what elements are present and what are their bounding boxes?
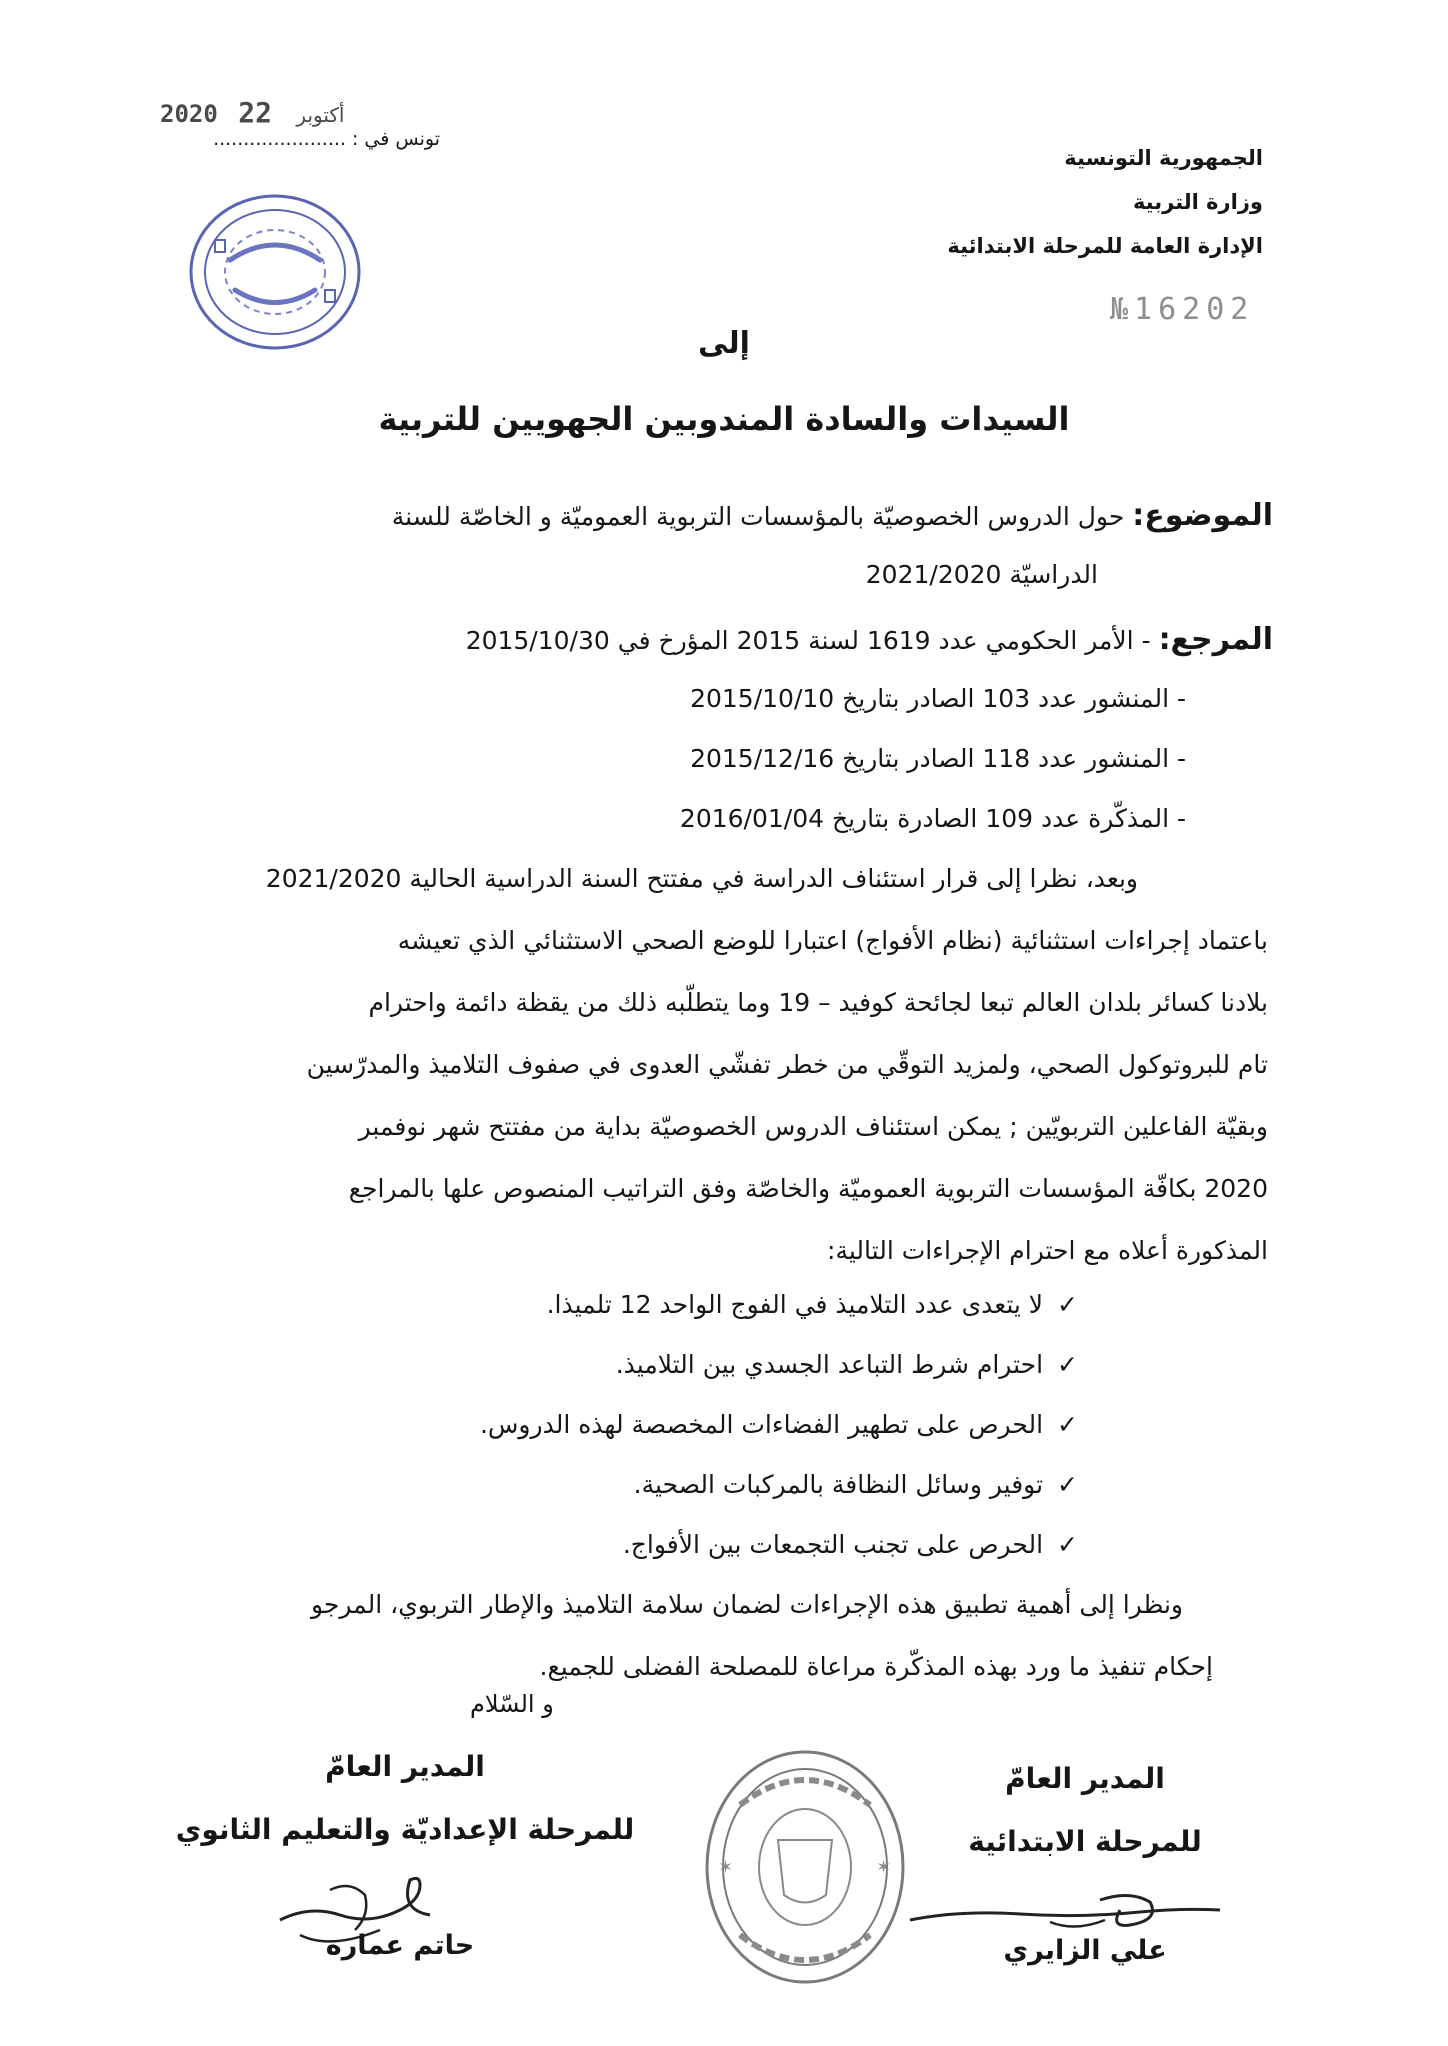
check-icon: ✓ xyxy=(1057,1350,1078,1379)
body-line-2: باعتماد إجراءات استثنائية (نظام الأفواج) اعتبارا للوضع الصحي الاستثنائي الذي تعيشه xyxy=(397,926,1268,955)
reference-item-3: - المنشور عدد 118 الصادر بتاريخ 2015/12/16 xyxy=(690,744,1186,773)
closing-line-2: إحكام تنفيذ ما ورد بهذه المذكّرة مراعاة للمصلحة الفضلى للجميع. xyxy=(539,1652,1213,1681)
salutation: و السّلام xyxy=(470,1690,554,1718)
signature-block-secondary xyxy=(155,1750,655,1846)
reference-line-1 xyxy=(466,622,1273,658)
signature-title: المدير العامّ xyxy=(1005,1762,1165,1795)
measure-item-3: ✓الحرص على تطهير الفضاءات المخصصة لهذه الدروس. xyxy=(479,1410,1078,1439)
signature-name-primary: علي الزايري xyxy=(1003,1935,1167,1966)
svg-text:✶: ✶ xyxy=(876,1857,892,1878)
body-line-3: بلادنا كسائر بلدان العالم تبعا لجائحة كوفيد – 19 وما يتطلّبه ذلك من يقظة دائمة واحترام xyxy=(368,988,1268,1017)
check-icon: ✓ xyxy=(1057,1530,1078,1559)
signature-department: للمرحلة الابتدائية xyxy=(968,1825,1202,1858)
signature-title: المدير العامّ xyxy=(325,1750,485,1783)
date-day: 22 xyxy=(238,96,272,129)
ministry-seal xyxy=(700,1745,910,1990)
subject-line-1 xyxy=(392,498,1273,534)
subject-line-2: الدراسيّة 2021/2020 xyxy=(865,560,1098,589)
subject-label: الموضوع: xyxy=(1132,498,1273,533)
addressee-title: السيدات والسادة المندوبين الجهويين للتربية xyxy=(378,400,1070,438)
measure-item-2: ✓احترام شرط التباعد الجسدي بين التلاميذ. xyxy=(615,1350,1078,1379)
measure-item-1: ✓لا يتعدى عدد التلاميذ في الفوج الواحد 12 تلميذا. xyxy=(546,1290,1078,1319)
body-line-4: تام للبروتوكول الصحي، ولمزيد التوقّي من خطر تفشّي العدوى في صفوف التلاميذ والمدرّسين xyxy=(306,1050,1268,1079)
check-icon: ✓ xyxy=(1057,1470,1078,1499)
org-line-directorate: الإدارة العامة للمرحلة الابتدائية xyxy=(947,234,1263,258)
signature-name-secondary: حاتم عمارة xyxy=(325,1930,475,1961)
reference-item-4: - المذكّرة عدد 109 الصادرة بتاريخ 2016/01/04 xyxy=(679,804,1186,833)
body-line-6: 2020 بكافّة المؤسسات التربوية العموميّة والخاصّة وفق التراتيب المنصوص علها بالمراجع xyxy=(348,1174,1268,1203)
date-stamp xyxy=(160,96,354,129)
signature-block-primary xyxy=(905,1762,1265,1858)
date-month: أكتوبر xyxy=(296,103,345,127)
measure-item-4: ✓توفير وسائل النظافة بالمركبات الصحية. xyxy=(633,1470,1078,1499)
check-icon: ✓ xyxy=(1057,1290,1078,1319)
closing-line-1: ونظرا إلى أهمية تطبيق هذه الإجراءات لضمان سلامة التلاميذ والإطار التربوي، المرجو xyxy=(311,1590,1183,1619)
reference-label: المرجع: xyxy=(1158,622,1273,657)
place-date-line: تونس في : ...................... xyxy=(213,128,440,150)
reference-item-1: - الأمر الحكومي عدد 1619 لسنة 2015 المؤرخ في 2015/10/30 xyxy=(465,626,1151,655)
org-line-republic: الجمهورية التونسية xyxy=(1064,146,1263,170)
recipient-to-label: إلى xyxy=(698,326,750,361)
date-year: 2020 xyxy=(160,100,218,128)
measure-item-5: ✓الحرص على تجنب التجمعات بين الأفواج. xyxy=(622,1530,1078,1559)
org-line-ministry: وزارة التربية xyxy=(1132,190,1263,214)
reference-item-2: - المنشور عدد 103 الصادر بتاريخ 2015/10/10 xyxy=(690,684,1186,713)
signature-department: للمرحلة الإعداديّة والتعليم الثانوي xyxy=(175,1813,635,1846)
body-line-5: وبقيّة الفاعلين التربويّين ; يمكن استئناف الدروس الخصوصيّة بداية من مفتتح شهر نوفمبر xyxy=(358,1112,1268,1141)
reference-number-stamp: №16202 xyxy=(1110,292,1255,327)
body-line-7: المذكورة أعلاه مع احترام الإجراءات التالية: xyxy=(827,1236,1268,1265)
check-icon: ✓ xyxy=(1057,1410,1078,1439)
body-line-1: وبعد، نظرا إلى قرار استئناف الدراسة في مفتتح السنة الدراسية الحالية 2021/2020 xyxy=(265,864,1138,893)
subject-text-1: حول الدروس الخصوصيّة بالمؤسسات التربوية العموميّة و الخاصّة للسنة xyxy=(391,502,1125,531)
svg-text:✶: ✶ xyxy=(718,1857,734,1878)
